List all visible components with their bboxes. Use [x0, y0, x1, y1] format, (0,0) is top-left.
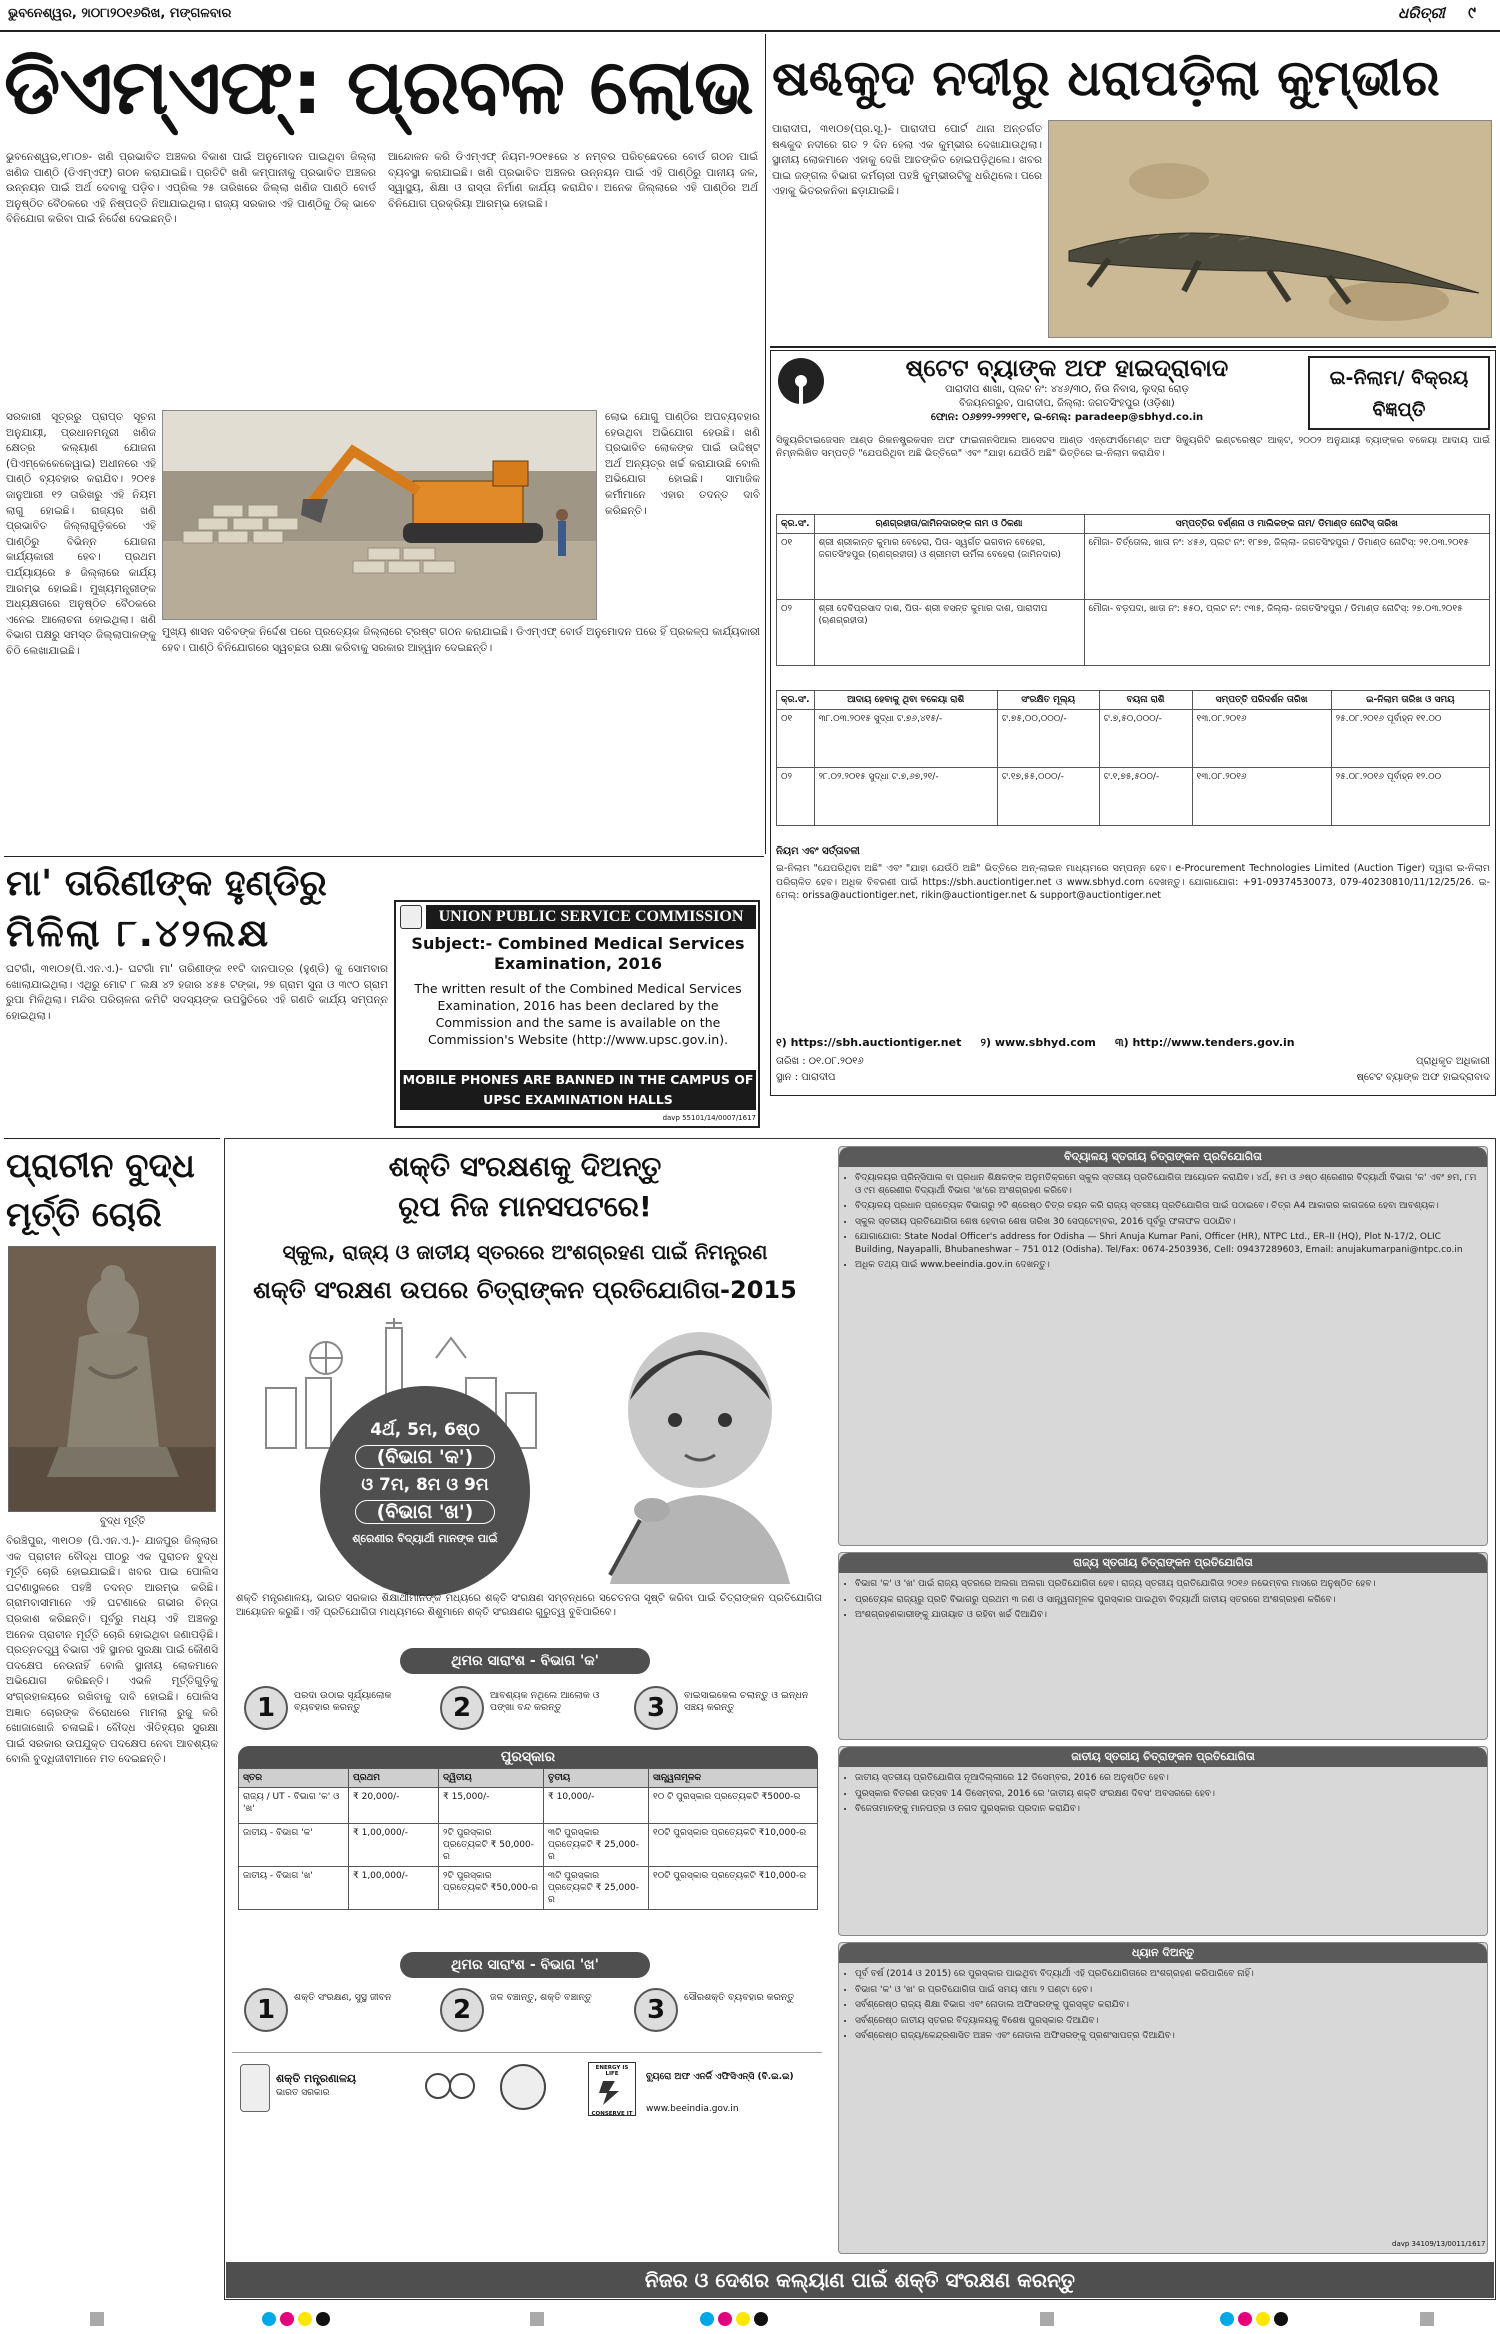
col-header-property: ସମ୍ପତ୍ତିର ବର୍ଣ୍ଣନା ଓ ମାଲିକଙ୍କ ନାମ/ ଡିମାଣ୍ଡ ନୋଟିସ୍‌ ତାରିଖ [1084, 515, 1490, 534]
buddha-statue-photo [8, 1246, 216, 1512]
cell-reserve: ଟ.୧୭,୫୫,୦୦୦/- [997, 768, 1099, 826]
cell-sl: ୦୧ [777, 710, 815, 768]
prize-cell: ₹ 20,000/- [349, 1788, 439, 1824]
list-item: • ବିଜେତାମାନଙ୍କୁ ମାନପତ୍ର ଓ ନଗଦ ପୁରସ୍କାର ପ୍ରଦାନ କରାଯିବ। [855, 1803, 1479, 1816]
notes-panel [838, 1942, 1488, 2254]
theme-b-item-1 [244, 1986, 424, 2040]
list-item: • ପୁରସ୍କାର ବିତରଣ ଉତ୍ସବ 14 ଡିସେମ୍ବର, 2016 ରେ 'ଜାତୀୟ ଶକ୍ତି ସଂରକ୍ଷଣ ଦିବସ' ଅବସରରେ ହେବ। [855, 1788, 1479, 1801]
mining-excavator-photo [162, 410, 597, 620]
glasses-logo-icon [420, 2066, 480, 2106]
theme-a-item-3 [634, 1684, 814, 1738]
grade-line-3: ଓ 7ମ, 8ମ ଓ 9ମ [361, 1475, 489, 1495]
prize-cell: ୩ଟି ପୁରସ୍କାର ପ୍ରତ୍ୟେକଟି ₹ 25,000-ର [544, 1824, 649, 1867]
energy-logo-top-text: ENERGY IS LIFE [595, 2065, 629, 2077]
col-header-sl2: କ୍ର.ସଂ. [777, 691, 815, 710]
tarini-top-rule [4, 856, 764, 857]
school-level-panel [838, 1146, 1488, 1546]
col-header-borrower: ଋଣଗ୍ରହୀତା/ଜାମିନଦାରଙ୍କ ନାମ ଓ ଠିକଣା [814, 515, 1084, 534]
tarini-headline-line2: ମିଳିଲା ୮.୪୨ଲକ୍ଷ [6, 911, 271, 955]
crocodile-headline: ଷଣ୍ଢକୁଦ ନଦୀରୁ ଧରାପଡ଼ିଲା କୁମ୍ଭୀର [772, 49, 1440, 107]
cell-borrower: ଶ୍ରୀ ଶ୍ରୀକାନ୍ତ କୁମାର ବେହେରା, ପିତା- ସ୍ୱର୍ଗତ ଭଗବାନ ବେହେରା, ଜଗତସିଂହପୁର (ଋଣଗ୍ରହୀତା) ଓ ଶ୍ରୀମତୀ ଉର୍ମିଳା ବେହେରା (ଜାମିନଦାର) [814, 534, 1084, 600]
upsc-body: The written result of the Combined Medical Services Examination, 2016 has been declared by the Commission and the same is available on the Commission's Website (http://www.upsc.gov.in). [414, 981, 742, 1047]
energy-is-life-logo [588, 2062, 636, 2116]
table-row [777, 710, 1490, 768]
grade-line-2: (ବିଭାଗ 'କ') [355, 1445, 495, 1469]
col-header-auction: ଇ-ନିଲାମ ତାରିଖ ଓ ସମୟ [1331, 691, 1489, 710]
list-item: • ବିଦ୍ୟାଳୟ ପ୍ରଧାନ ପ୍ରତ୍ୟେକ ବିଭାଗରୁ ୨ଟି ଶ୍ରେଷ୍ଠ ଚିତ୍ର ଚୟନ କରି ରାଜ୍ୟ ସ୍ତରୀୟ ପ୍ରତିଯୋଗିତା ପାଇଁ ପଠାଇବେ। ଚିତ୍ର A4 ଆକାରର କାଗଜରେ ହେବା ଆବଶ୍ୟକ। [855, 1200, 1479, 1213]
bank-top-rule [770, 346, 1496, 348]
list-item: • ସ୍କୁଲ ସ୍ତରୀୟ ପ୍ରତିଯୋଗିତା ଶେଷ ହେବାର ଶେଷ ତାରିଖ 30 ସେପ୍ଟେମ୍ବର, 2016 ପୂର୍ବରୁ ଫଳାଫଳ ପଠାଯିବ। [855, 1216, 1479, 1229]
prize-cell: ₹ 15,000/- [439, 1788, 544, 1824]
masthead [0, 0, 1500, 30]
grade-line-1: 4ର୍ଥ, 5ମ, 6ଷ୍ଠ [370, 1420, 480, 1440]
black-dot [316, 2312, 330, 2326]
national-level-list [839, 1767, 1487, 1824]
grade-line-4: (ବିଭାଗ 'ଖ') [355, 1500, 495, 1524]
theme-b-title: ଥିମର ସାରାଂଶ - ବିଭାଗ 'ଖ' [400, 1952, 650, 1978]
auction-property-table [776, 514, 1490, 666]
buddha-headline-line1: ପ୍ରାଚୀନ ବୁଦ୍ଧ [6, 1146, 195, 1186]
col-header-dues: ଆଦାୟ ହେବାକୁ ଥିବା ବକେୟା ରାଶି [814, 691, 997, 710]
col-header-reserve: ସଂରକ୍ଷିତ ମୂଲ୍ୟ [997, 691, 1099, 710]
dmf-column-right-lower: ଲୋଭ ଯୋଗୁ ପାଣ୍ଠିର ଅପବ୍ୟବହାର ହେଉଥିବା ଅଭିଯୋଗ ହେଉଛି। ଖଣି ପ୍ରଭାବିତ ଲୋକଙ୍କ ପାଇଁ ଉଦ୍ଦିଷ୍ଟ ଅର୍ଥ ଅନ୍ୟତ୍ର ଖର୍ଚ୍ଚ କରାଯାଉଛି ବୋଲି ଅଭିଯୋଗ ହୋଇଛି। ସାମାଜିକ କର୍ମୀମାନେ ଏହାର ତଦନ୍ତ ଦାବି କରିଛନ୍ତି। [605, 411, 760, 517]
bee-website[interactable]: www.beeindia.gov.in [646, 2104, 739, 2114]
signoff-date: ତାରିଖ : ୦୧.୦୮.୨୦୧୬ [776, 1056, 864, 1067]
cyan-dot [1220, 2312, 1234, 2326]
paper-name: ଧରିତ୍ରୀ [1398, 4, 1445, 22]
prize-col-level: ସ୍ତର [239, 1769, 349, 1788]
col-header-sl: କ୍ର.ସଂ. [777, 515, 815, 534]
signoff-place: ସ୍ଥାନ : ପାରାଦୀପ [776, 1072, 836, 1083]
cell-sl: ୦୧ [777, 534, 815, 600]
prize-table [238, 1768, 818, 1910]
list-item: • ଯୋଗାଯୋଗ: State Nodal Officer's address for Odisha — Shri Anuja Kumar Pani, Officer (HR), NTPC Ltd., ER–II (HQ), Plot N-17/2, OLIC Building, Nayapalli, Bhubaneshwar – 751 012 (Odisha). Tel/Fax: 0674-2503936, Cell: 09437289603, Email: anujakumarpani@ntpc.co.in [855, 1231, 1479, 1256]
school-level-title: ବିଦ୍ୟାଳୟ ସ୍ତରୀୟ ଚିତ୍ରାଙ୍କନ ପ୍ରତିଯୋଗିତା [839, 1147, 1487, 1167]
black-dot [1274, 2312, 1288, 2326]
cell-dues: ୨୮.୦୨.୨୦୧୫ ସୁଦ୍ଧା ଟ.୭,୬୭,୨୧/- [814, 768, 997, 826]
prize-cell: ୧୦ ଟି ପୁରସ୍କାର ପ୍ରତ୍ୟେକଟି ₹5000-ର [649, 1788, 818, 1824]
col-header-emd: ବୟନା ରାଶି [1099, 691, 1192, 710]
list-item: • ପୂର୍ବ ବର୍ଷ (2014 ଓ 2015) ରେ ପୁରସ୍କାର ପାଇଥିବା ବିଦ୍ୟାର୍ଥୀ ଏହି ପ୍ରତିଯୋଗିତାରେ ଅଂଶଗ୍ରହଣ କରିପାରିବେ ନାହିଁ। [855, 1968, 1479, 1981]
list-item: • ସର୍ବଶ୍ରେଷ୍ଠ ରାଜ୍ୟ ଶିକ୍ଷା ବିଭାଗ ଏବଂ ନୋଡାଲ ଅଫିସରଙ୍କୁ ପୁରସ୍କୃତ କରାଯିବ। [855, 1999, 1479, 2012]
bank-branch: ପାରାଦୀପ ଶାଖା, ପ୍ଲଟ ନଂ: ୪୪୬/୩୦, ନିଉ ନିବାସ, ଲୁଦ୍ରା ରୋଡ଼ [945, 384, 1189, 395]
magenta-dot [1238, 2312, 1252, 2326]
upsc-org-name: UNION PUBLIC SERVICE COMMISSION [426, 905, 756, 929]
prize-col-consolation: ସାନ୍ତ୍ୱନାମୂଳକ [649, 1769, 818, 1788]
cell-sl: ୦୨ [777, 600, 815, 666]
table-row [239, 1824, 818, 1867]
list-item: • ବିଭାଗ 'କ' ଓ 'ଖ' ର ପ୍ରତିଯୋଗିତା ପାଇଁ ସମୟ ସୀମା ୨ ଘଣ୍ଟା ହେବ। [855, 1984, 1479, 1997]
list-item: • ସର୍ବଶ୍ରେଷ୍ଠ ରାଜ୍ୟ/କେନ୍ଦ୍ରଶାସିତ ଅଞ୍ଚଳ ଏବଂ ନୋଡାଲ ଅଫିସରଙ୍କୁ ପ୍ରଶଂସାପତ୍ର ଦିଆଯିବ। [855, 2030, 1479, 2043]
masthead-rule [0, 30, 1500, 32]
e-auction-title: ଇ-ନିଲାମ/ ବିକ୍ରୟ ବିଜ୍ଞପ୍ତି [1308, 356, 1490, 430]
prize-cell: ୨ଟି ପୁରସ୍କାର ପ୍ରତ୍ୟେକଟି ₹50,000-ର [439, 1867, 544, 1910]
theme-number-badge: 1 [244, 1686, 288, 1730]
ashoka-emblem-icon [240, 2064, 270, 2112]
table-row [239, 1788, 818, 1824]
theme-number-badge: 2 [440, 1686, 484, 1730]
magenta-dot [718, 2312, 732, 2326]
cell-emd: ଟ.୭,୫୦,୦୦୦/- [1099, 710, 1192, 768]
tarini-headline-line1: ମା' ତାରିଣୀଙ୍କ ହୁଣ୍ଡିରୁ [6, 863, 327, 904]
magenta-dot [280, 2312, 294, 2326]
bank-address: ବିଜୟନଗରୁବ, ପାରାଦୀପ, ଜିଲ୍ଲା: ଜଗତସିଂହପୁର (ଓଡ଼ିଶା) [959, 398, 1175, 409]
dateline: ଭୁବନେଶ୍ୱର, ୨ା୦୮ା୨୦୧୬ରିଖ, ମଙ୍ଗଳବାର [8, 6, 232, 21]
energy-bottom-strip: ନିଜର ଓ ଦେଶର କଲ୍ୟାଣ ପାଇଁ ଶକ୍ତି ସଂରକ୍ଷଣ କରନ୍ତୁ [226, 2262, 1494, 2298]
upsc-code: davp 55101/14/0007/1617 [662, 1114, 756, 1122]
theme-number-badge: 3 [634, 1988, 678, 2032]
dmf-column-left-lower: ସରକାରୀ ସୂତ୍ରରୁ ପ୍ରାପ୍ତ ସୂଚନା ଅନୁଯାୟୀ, ପ୍ରଧାନମନ୍ତ୍ରୀ ଖଣିଜ କ୍ଷେତ୍ର କଲ୍ୟାଣ ଯୋଜନା (ପିଏମ୍‌କେକେକେୱାଇ) ଅଧୀନରେ ଏହି ପାଣ୍ଠି ବ୍ୟବହାର କରାଯିବ। ୨୦୧୫ ଜାନୁଆରୀ ୧୨ ତାରିଖରୁ ଏହି ନିୟମ ଲାଗୁ ହୋଇଛି। ରାଜ୍ୟର ଖଣି ପ୍ରଭାବିତ ଜିଲ୍ଲାଗୁଡ଼ିକରେ ଏହି ପାଣ୍ଠିରୁ ବିଭିନ୍ନ ଯୋଜନା କାର୍ଯ୍ୟକାରୀ ହେବ। ପ୍ରଥମ ପର୍ଯ୍ୟାୟରେ ୫ ଜିଲ୍ଲାରେ କାର୍ଯ୍ୟ ଆରମ୍ଭ ହୋଇଛି। ମୁଖ୍ୟମନ୍ତ୍ରୀଙ୍କ ଅଧ୍ୟକ୍ଷତାରେ ଅନୁଷ୍ଠିତ ବୈଠକରେ ଏନେଇ ଆଲୋଚନା ହୋଇଥିଲା। ଖଣି ବିଭାଗ ପକ୍ଷରୁ ସମସ୍ତ ଜିଲ୍ଲାପାଳଙ୍କୁ ଚିଠି ଲେଖାଯାଇଛି। [6, 411, 156, 657]
signoff-bank: ଷ୍ଟେଟ ବ୍ୟାଙ୍କ ଅଫ ହାଇଦ୍ରାବାଦ [1356, 1072, 1490, 1083]
notes-list [839, 1963, 1487, 2051]
theme-b-text-2: ଜଳ ବଞ୍ଚାନ୍ତୁ, ଶକ୍ତି ବଞ୍ଚାନ୍ତୁ [490, 1992, 592, 2003]
dmf-column-1: ଭୁବନେଶ୍ୱର,୧୮ା୦୭- ଖଣି ପ୍ରଭାବିତ ଅଞ୍ଚଳର ବିକାଶ ପାଇଁ ଅନୁମୋଦନ ପାଇଥିବା ଜିଲ୍ଲା ଖଣିଜ ପାଣ୍ଠି (ଡିଏମ୍‌ଏଫ୍‌) ଗଠନ କରାଯାଇଛି। ପ୍ରତିଟି ଖଣି କମ୍ପାନୀକୁ ପ୍ରଭାବିତ ଅଞ୍ଚଳର ଉନ୍ନୟନ ପାଇଁ ଅର୍ଥ ଦେବାକୁ ପଡ଼ିବ। ଏପ୍ରିଲ ୨୫ ତାରିଖରେ ଜିଲ୍ଲା ଖଣିଜ ପାଣ୍ଠି ବୋର୍ଡ ଅନୁଷ୍ଠିତ ବୈଠକରେ ଏହି ନିଷ୍ପତ୍ତି ନିଆଯାଇଥିଲା। ରାଜ୍ୟ ସରକାର ଏହି ପାଣ୍ଠିକୁ ଠିକ୍‌ ଭାବେ ବିନିଯୋଗ କରିବା ପାଇଁ ନିର୍ଦ୍ଦେଶ ଦେଇଛନ୍ତି। [6, 151, 376, 226]
table-row [777, 534, 1490, 600]
crocodile-body: ପାରାଦୀପ, ୩୧ା୦୭(ପ୍ର.ସୂ.)- ପାରାଦୀପ ପୋର୍ଟ ଥାନା ଅନ୍ତର୍ଗତ ଷଣ୍ଢକୁଦ ନଦୀରେ ଗତ ୨ ଦିନ ହେଲା ଏକ କୁମ୍ଭୀର ଦେଖାଯାଉଥିଲା। ସ୍ଥାନୀୟ ଲୋକମାନେ ଏହାକୁ ଦେଖି ଆତଙ୍କିତ ହୋଇପଡ଼ିଥିଲେ। ଖବର ପାଇ ଜଙ୍ଗଲ ବିଭାଗ କର୍ମଚାରୀ ପହଞ୍ଚି କୁମ୍ଭୀରଟିକୁ ଧରିଥିଲେ। ପରେ ଏହାକୁ ଭିତରକନିକା ଛଡ଼ାଯାଇଛି। [772, 123, 1042, 198]
column-divider-top [765, 34, 766, 854]
page-number: ୯ [1468, 3, 1476, 22]
cell-property: ମୌଜା- ତିର୍ତ୍ତୋଲ, ଖାତା ନଂ: ୪୫୬, ପ୍ଲଟ ନଂ: ୧୮୭୭, ଜିଲ୍ଲା- ଜଗତସିଂହପୁର / ଡିମାଣ୍ଡ ନୋଟିସ୍‌: ୨୧.୦୩.୨୦୧୫ [1084, 534, 1490, 600]
sbh-logo [778, 358, 824, 404]
dmf-headline: ଡିଏମ୍‌ଏଫ୍‌: ପ୍ରବଳ ଲୋଭ [4, 42, 753, 131]
prize-cell: ୧୦ଟି ପୁରସ୍କାର ପ୍ରତ୍ୟେକଟି ₹10,000-ର [649, 1824, 818, 1867]
grade-line-5: ଶ୍ରେଣୀର ବିଦ୍ୟାର୍ଥୀ ମାନଙ୍କ ପାଇଁ [352, 1532, 498, 1545]
theme-a-item-2 [440, 1684, 620, 1738]
prize-cell: ₹ 10,000/- [544, 1788, 649, 1824]
black-dot [754, 2312, 768, 2326]
list-item: • ଜାତୀୟ ସ୍ତରୀୟ ପ୍ରତିଯୋଗିତା ନୂଆଦିଲ୍ଲୀରେ 12 ଡିସେମ୍ବର, 2016 ରେ ଅନୁଷ୍ଠିତ ହେବ। [855, 1772, 1479, 1785]
state-level-list [839, 1573, 1487, 1630]
national-level-panel [838, 1746, 1488, 1936]
crocodile-photo [1048, 120, 1492, 338]
table-row [777, 768, 1490, 826]
list-item: • ପ୍ରତ୍ୟେକ ରାଜ୍ୟରୁ ପ୍ରତି ବିଭାଗରୁ ପ୍ରଥମ ୩ ଜଣ ଓ ସାନ୍ତ୍ୱନାମୂଳକ ପୁରସ୍କାର ପାଇଥିବା ବିଦ୍ୟାର୍ଥୀ ଜାତୀୟ ସ୍ତରରେ ଅଂଶଗ୍ରହଣ କରିବେ। [855, 1594, 1479, 1607]
auction-dues-table [776, 690, 1490, 826]
theme-a-text-2: ଆବଶ୍ୟକ ନଥିଲେ ଆଲୋକ ଓ ପଙ୍ଖା ବନ୍ଦ କରନ୍ତୁ [490, 1690, 600, 1713]
theme-number-badge: 3 [634, 1686, 678, 1730]
cell-auction: ୨୫.୦୮.୨୦୧୬ ପୂର୍ବାହ୍ନ ୧୧.୦୦ [1331, 710, 1489, 768]
gray-swatch [530, 2312, 544, 2326]
theme-b-text-1: ଶକ୍ତି ସଂରକ୍ଷଣ, ସୁସ୍ଥ ଜୀବନ [294, 1992, 392, 2003]
state-level-title: ରାଜ୍ୟ ସ୍ତରୀୟ ଚିତ୍ରାଙ୍କନ ପ୍ରତିଯୋଗିତା [839, 1553, 1487, 1573]
upsc-warning: MOBILE PHONES ARE BANNED IN THE CAMPUS OF UPSC EXAMINATION HALLS [400, 1070, 756, 1110]
national-level-title: ଜାତୀୟ ସ୍ତରୀୟ ଚିତ୍ରାଙ୍କନ ପ୍ରତିଯୋଗିତା [839, 1747, 1487, 1767]
bank-intro: ସିକ୍ୟୁରିଟାଇଜେସନ ଆଣ୍ଡ ରିକନଷ୍ଟ୍ରକସନ ଅଫ ଫାଇନାନସିଆଲ ଆସେଟସ ଆଣ୍ଡ ଏନ୍‌ଫୋର୍ସମେଣ୍ଟ ଅଫ ସିକ୍ୟୁରିଟି ଇଣ୍ଟରେଷ୍ଟ ଆକ୍ଟ, ୨୦୦୨ ଅନୁଯାୟୀ ବ୍ୟାଙ୍କର ବକେୟା ଆଦାୟ ପାଇଁ ନିମ୍ନଲିଖିତ ସମ୍ପତ୍ତି "ଯେପରିଥିବା ଅଛି ଭିତ୍ତିରେ" ଏବଂ "ଯାହା ଯେଉଁଠି ଅଛି" ଭିତ୍ତିରେ ଇ-ନିଲାମ କରାଯିବ। [776, 435, 1490, 459]
theme-a-title: ଥିମର ସାରାଂଶ - ବିଭାଗ 'କ' [400, 1648, 650, 1674]
prize-col-third: ତୃତୀୟ [544, 1769, 649, 1788]
cell-borrower: ଶ୍ରୀ ଦେବିପ୍ରସାଦ ଦାଶ, ପିତା- ଶ୍ରୀ ବସନ୍ତ କୁମାର ଦାଶ, ପାରାଦୀପ (ଋଣଗ୍ରହୀତା) [814, 600, 1084, 666]
cell-auction: ୨୫.୦୮.୨୦୧୬ ପୂର୍ବାହ୍ନ ୧୨.୦୦ [1331, 768, 1489, 826]
sponsor-divider [232, 2052, 822, 2053]
prize-cell: ୧୦ଟି ପୁରସ୍କାର ପ୍ରତ୍ୟେକଟି ₹10,000-ର [649, 1867, 818, 1910]
bank-name: ଷ୍ଟେଟ ବ୍ୟାଙ୍କ ଅଫ ହାଇଦ୍ରାବାଦ [905, 354, 1229, 382]
energy-logo-bottom-text: CONSERVE IT [591, 2111, 633, 2117]
energy-invite: ସ୍କୁଲ, ରାଜ୍ୟ ଓ ଜାତୀୟ ସ୍ତରରେ ଅଂଶଗ୍ରହଣ ପାଇଁ ନିମନ୍ତ୍ରଣ [282, 1240, 768, 1264]
prize-cell: ୨ଟି ପୁରସ୍କାର ପ୍ରତ୍ୟେକଟି ₹ 50,000-ର [439, 1824, 544, 1867]
child-painting-photo [570, 1320, 830, 1584]
prize-cell: ₹ 1,00,000/- [349, 1824, 439, 1867]
notes-title: ଧ୍ୟାନ ଦିଅନ୍ତୁ [839, 1943, 1487, 1963]
theme-b-item-2 [440, 1986, 620, 2040]
prize-title: ପୁରସ୍କାର [238, 1746, 818, 1768]
cell-inspection: ୧୩.୦୮.୨୦୧୬ [1192, 710, 1331, 768]
col-header-inspection: ସମ୍ପତ୍ତି ପରିଦର୍ଶନ ତାରିଖ [1192, 691, 1331, 710]
auction-links[interactable]: ୧) https://sbh.auctiontiger.net ୨) www.sbhyd.com ୩) http://www.tenders.gov.in [776, 1036, 1295, 1049]
prize-cell: ଜାତୀୟ - ବିଭାଗ 'କ' [239, 1824, 349, 1867]
cell-inspection: ୧୩.୦୮.୨୦୧୬ [1192, 768, 1331, 826]
school-level-list [839, 1167, 1487, 1280]
yellow-dot [298, 2312, 312, 2326]
cell-reserve: ଟ.୭୫,୦୦,୦୦୦/- [997, 710, 1099, 768]
bee-name: ବ୍ୟୁରୋ ଅଫ ଏନର୍ଜି ଏଫିସିଏନ୍ସି (ବି.ଇ.ଇ) [646, 2072, 794, 2082]
list-item: • ଅଂଶଗ୍ରହଣକାରୀଙ୍କୁ ଯାତାୟାତ ଓ ରହିବା ଖର୍ଚ୍ଚ ଦିଆଯିବ। [855, 1609, 1479, 1622]
face-logo-icon [500, 2064, 546, 2110]
prize-cell: ୩ଟି ପୁରସ୍କାର ପ୍ରତ୍ୟେକଟି ₹ 25,000-ର [544, 1867, 649, 1910]
theme-a-item-1 [244, 1684, 424, 1738]
gray-swatch [1420, 2312, 1434, 2326]
upsc-emblem-icon [400, 905, 422, 929]
energy-description: ଶକ୍ତି ମନ୍ତ୍ରଣାଳୟ, ଭାରତ ସରକାର ଶିକ୍ଷାର୍ଥୀମାନଙ୍କ ମଧ୍ୟରେ ଶକ୍ତି ସଂରକ୍ଷଣ ସମ୍ବନ୍ଧରେ ସଚେତନତା ସୃଷ୍ଟି କରିବା ପାଇଁ ଚିତ୍ରାଙ୍କନ ପ୍ରତିଯୋଗିତା ଆୟୋଜନ କରୁଛି। ଏହି ପ୍ରତିଯୋଗିତା ମାଧ୍ୟମରେ ଶିଶୁମାନେ ଶକ୍ତି ସଂରକ୍ଷଣର ଗୁରୁତ୍ୱ ବୁଝିପାରିବେ। [236, 1593, 822, 1618]
buddha-top-rule [4, 1138, 220, 1139]
theme-number-badge: 1 [244, 1988, 288, 2032]
terms-body: ଇ-ନିଲାମ "ଯେପରିଥିବା ଅଛି" ଏବଂ "ଯାହା ଯେଉଁଠି ଅଛି" ଭିତ୍ତିରେ ଅନ୍‌-ଲାଇନ ମାଧ୍ୟମରେ ସମ୍ପନ୍ନ ହେବ। e-Procurement Technologies Limited (Auction Tiger) ଦ୍ୱାରା ଇ-ନିଲାମ ପରିଚାଳିତ ହେବ। ଅଧିକ ବିବରଣୀ ପାଇଁ https://sbh.auctiontiger.net ଓ www.sbhyd.com ଦେଖନ୍ତୁ। ଯୋଗାଯୋଗ: +91-09374530073, 079-40230810/11/12/25/26. ଇ-ମେଲ୍: orissa@auctiontiger.net, rikin@auctiontiger.net & support@auctiontiger.net [776, 863, 1490, 901]
energy-tagline-1: ଶକ୍ତି ସଂରକ୍ଷଣକୁ ଦିଅନ୍ତୁ [388, 1150, 662, 1183]
table-row [777, 600, 1490, 666]
prize-cell: ରାଜ୍ୟ / UT - ବିଭାଗ 'କ' ଓ 'ଖ' [239, 1788, 349, 1824]
energy-davp-code: davp 34109/13/0011/1617 [1392, 2240, 1486, 2248]
prize-cell: ଜାତୀୟ - ବିଭାଗ 'ଖ' [239, 1867, 349, 1910]
buddha-body: ବିରଞ୍ଚିପୁର, ୩୧ା୦୭ (ପି.ଏନ.ଏ.)- ଯାଜପୁର ଜିଲ୍ଲାର ଏକ ପ୍ରାଚୀନ ବୌଦ୍ଧ ପୀଠରୁ ଏକ ପୁରାତନ ବୁଦ୍ଧ ମୂର୍ତ୍ତି ଚୋରି ହୋଇଯାଇଛି। ଖବର ପାଇ ପୋଲିସ ଘଟଣାସ୍ଥଳରେ ପହଞ୍ଚି ତଦନ୍ତ ଆରମ୍ଭ କରିଛି। ଗ୍ରାମବାସୀମାନେ ଏହି ଘଟଣାରେ ଗଭୀର ଚିନ୍ତା ପ୍ରକାଶ କରିଛନ୍ତି। ପୂର୍ବରୁ ମଧ୍ୟ ଏହି ଅଞ୍ଚଳରୁ ଅନେକ ପ୍ରାଚୀନ ମୂର୍ତ୍ତି ଚୋରି ହୋଇଥିବା ଜଣାପଡ଼ିଛି। ପ୍ରତ୍ନତତ୍ତ୍ୱ ବିଭାଗ ଏହି ସ୍ଥାନର ସୁରକ୍ଷା ପାଇଁ କୌଣସି ପଦକ୍ଷେପ ନେଉନାହିଁ ବୋଲି ସ୍ଥାନୀୟ ଲୋକମାନେ ଅଭିଯୋଗ କରିଛନ୍ତି। ଏଭଳି ମୂର୍ତ୍ତିଗୁଡ଼ିକୁ ସଂଗ୍ରହାଳୟରେ ରଖିବାକୁ ଦାବି ହୋଇଛି। ପୋଲିସ ଅଜ୍ଞାତ ଚୋରଙ୍କ ବିରୋଧରେ ମାମଲା ରୁଜୁ କରି ଖୋଜାଖୋଜି ଚଳାଇଛି। ବୌଦ୍ଧ ଐତିହ୍ୟର ସୁରକ୍ଷା ପାଇଁ ସରକାର ଉପଯୁକ୍ତ ପଦକ୍ଷେପ ନେବା ଆବଶ୍ୟକ ବୋଲି ବୁଦ୍ଧିଜୀବୀମାନେ ମତ ଦେଇଛନ୍ତି। [6, 1535, 218, 1766]
prize-col-second: ଦ୍ୱିତୀୟ [439, 1769, 544, 1788]
grade-circle [320, 1386, 530, 1596]
list-item: • ବିଦ୍ୟାଳୟର ପ୍ରିନ୍ସିପାଲ ବା ପ୍ରଧାନ ଶିକ୍ଷକଙ୍କ ଅନୁମତିକ୍ରମେ ସ୍କୁଲ ସ୍ତରୀୟ ପ୍ରତିଯୋଗିତା ଆୟୋଜନ କରାଯିବ। ୪ର୍ଥ, ୫ମ ଓ ୬ଷ୍ଠ ଶ୍ରେଣୀର ବିଦ୍ୟାର୍ଥୀ ବିଭାଗ 'କ' ଏବଂ ୭ମ, ୮ମ ଓ ୯ମ ଶ୍ରେଣୀର ବିଦ୍ୟାର୍ଥୀ ବିଭାଗ 'ଖ'ରେ ଅଂଶଗ୍ରହଣ କରିବେ। [855, 1172, 1479, 1197]
dmf-column-bottom: ମୁଖ୍ୟ ଶାସନ ସଚିବଙ୍କ ନିର୍ଦ୍ଦେଶ ପରେ ପ୍ରତ୍ୟେକ ଜିଲ୍ଲାରେ ଟ୍ରଷ୍ଟ ଗଠନ କରାଯାଇଛି। ଡିଏମ୍‌ଏଫ୍‌ ବୋର୍ଡ ଅନୁମୋଦନ ପରେ ହିଁ ପ୍ରକଳ୍ପ କାର୍ଯ୍ୟକାରୀ ହେବ। ପାଣ୍ଠି ବିନିଯୋଗରେ ସ୍ୱଚ୍ଛତା ରକ୍ଷା କରିବାକୁ ସରକାର ଆହ୍ୱାନ ଦେଇଛନ୍ତି। [162, 626, 760, 654]
gray-swatch [1040, 2312, 1054, 2326]
theme-b-text-3: ସୌରଶକ୍ତି ବ୍ୟବହାର କରନ୍ତୁ [684, 1992, 795, 2003]
bank-contact: ଫୋନ: ୦୬୭୨୨-୨୨୨୧୮୧, ଇ-ମେଲ୍: paradeep@sbhyd.co.in [930, 412, 1204, 423]
theme-number-badge: 2 [440, 1988, 484, 2032]
tarini-body: ଘଟଗାଁ, ୩୧ା୦୭(ପି.ଏନ.ଏ.)- ଘଟଗାଁ ମା' ତାରିଣୀଙ୍କ ୧୧ଟି ଦାନପାତ୍ର (ହୁଣ୍ଡି) କୁ ସୋମବାର ଖୋଲାଯାଇଥିଲା। ଏଥିରୁ ମୋଟ ୮ ଲକ୍ଷ ୪୨ ହଜାର ୪୫୫ ଟଙ୍କା, ୨୭ ଗ୍ରାମ ସୁନା ଓ ୩୯୦ ଗ୍ରାମ ରୁପା ମିଳିଥିଲା। ମନ୍ଦିର ପରିଚାଳନା କମିଟି ସଦସ୍ୟଙ୍କ ଉପସ୍ଥିତିରେ ଏହି ଗଣତି କାର୍ଯ୍ୟ ସମ୍ପନ୍ନ ହୋଇଥିଲା। [6, 963, 388, 1022]
prize-cell: ₹ 1,00,000/- [349, 1867, 439, 1910]
cyan-dot [700, 2312, 714, 2326]
yellow-dot [736, 2312, 750, 2326]
cell-sl: ୦୨ [777, 768, 815, 826]
energy-contest-title: ଶକ୍ତି ସଂରକ୍ଷଣ ଉପରେ ଚିତ୍ରାଙ୍କନ ପ୍ରତିଯୋଗିତା-2015 [253, 1276, 797, 1304]
buddha-caption: ବୁଦ୍ଧ ମୂର୍ତ୍ତି [100, 1516, 146, 1527]
terms-title: ନିୟମ ଏବଂ ସର୍ତ୍ତାବଳୀ [776, 846, 860, 857]
cyan-dot [262, 2312, 276, 2326]
cell-emd: ଟ.୧,୭୫,୫୦୦/- [1099, 768, 1192, 826]
buddha-headline-line2: ମୂର୍ତ୍ତି ଚୋରି [6, 1195, 162, 1235]
print-registration-strip [0, 2306, 1500, 2334]
ministry-subtitle: ଭାରତ ସରକାର [276, 2088, 330, 2098]
energy-tagline-2: ରୂପ ନିଜ ମାନସପଟରେ! [398, 1190, 652, 1223]
theme-b-item-3 [634, 1986, 814, 2040]
theme-a-text-3: ବାଇସାଇକେଲ ଚଲାନ୍ତୁ ଓ ଇନ୍ଧନ ସଞ୍ଚୟ କରନ୍ତୁ [684, 1690, 809, 1713]
signoff-officer: ପ୍ରାଧିକୃତ ଅଧିକାରୀ [1416, 1056, 1490, 1067]
yellow-dot [1256, 2312, 1270, 2326]
prize-col-first: ପ୍ରଥମ [349, 1769, 439, 1788]
list-item: • ସର୍ବଶ୍ରେଷ୍ଠ ଜାତୀୟ ସ୍ତରର ବିଦ୍ୟାଳୟକୁ ବିଶେଷ ପୁରସ୍କାର ଦିଆଯିବ। [855, 2015, 1479, 2028]
cell-dues: ୩୮.୦୩.୨୦୧୫ ସୁଦ୍ଧା ଟ.୭୬,୪୧୫/- [814, 710, 997, 768]
cell-property: ମୌଜା- ବଡ଼ପଦା, ଖାତା ନଂ: ୫୫୦, ପ୍ଲଟ ନଂ: ୯୩୫, ଜିଲ୍ଲା- ଜଗତସିଂହପୁର / ଡିମାଣ୍ଡ ନୋଟିସ୍‌: ୨୭.୦୩.୨୦୧୫ [1084, 600, 1490, 666]
state-level-panel [838, 1552, 1488, 1740]
list-item: • ବିଭାଗ 'କ' ଓ 'ଖ' ପାଇଁ ରାଜ୍ୟ ସ୍ତରରେ ଅଲଗା ଅଲଗା ପ୍ରତିଯୋଗିତା ହେବ। ରାଜ୍ୟ ସ୍ତରୀୟ ପ୍ରତିଯୋଗିତା ୨୦୧୬ ନଭେମ୍ବର ମାସରେ ଅନୁଷ୍ଠିତ ହେବ। [855, 1578, 1479, 1591]
gray-swatch [90, 2312, 104, 2326]
list-item: • ଅଧିକ ତଥ୍ୟ ପାଇଁ www.beeindia.gov.in ଦେଖନ୍ତୁ। [855, 1259, 1479, 1272]
upsc-subject: Subject:- Combined Medical Services Examination, 2016 [411, 934, 745, 973]
table-row [239, 1867, 818, 1910]
ministry-name: ଶକ୍ତି ମନ୍ତ୍ରଣାଳୟ [276, 2072, 356, 2085]
theme-a-text-1: ପରଦା ଉଠାଇ ସୂର୍ଯ୍ୟାଲୋକ ବ୍ୟବହାର କରନ୍ତୁ [294, 1690, 392, 1713]
dmf-column-2: ଆନ୍ଦୋଳନ କରି ଡିଏମ୍‌ଏଫ୍‌ ନିୟମ-୨୦୧୫ରେ ୪ ନମ୍ବର ପରିଚ୍ଛେଦରେ ବୋର୍ଡ ଗଠନ ପାଇଁ ବ୍ୟବସ୍ଥା କରାଯାଇଛି। ଖଣି ପ୍ରଭାବିତ ଅଞ୍ଚଳର ଉନ୍ନୟନ ପାଇଁ ଏହି ପାଣ୍ଠିରୁ ପାନୀୟ ଜଳ, ସ୍ୱାସ୍ଥ୍ୟ, ଶିକ୍ଷା ଓ ରାସ୍ତା ନିର୍ମାଣ କାର୍ଯ୍ୟ କରାଯିବ। ଅନେକ ଜିଲ୍ଲାରେ ଏହି ପାଣ୍ଠିର ଅର୍ଥ ବିନିଯୋଗ ପ୍ରକ୍ରିୟା ଆରମ୍ଭ ହୋଇଛି। [388, 151, 758, 210]
